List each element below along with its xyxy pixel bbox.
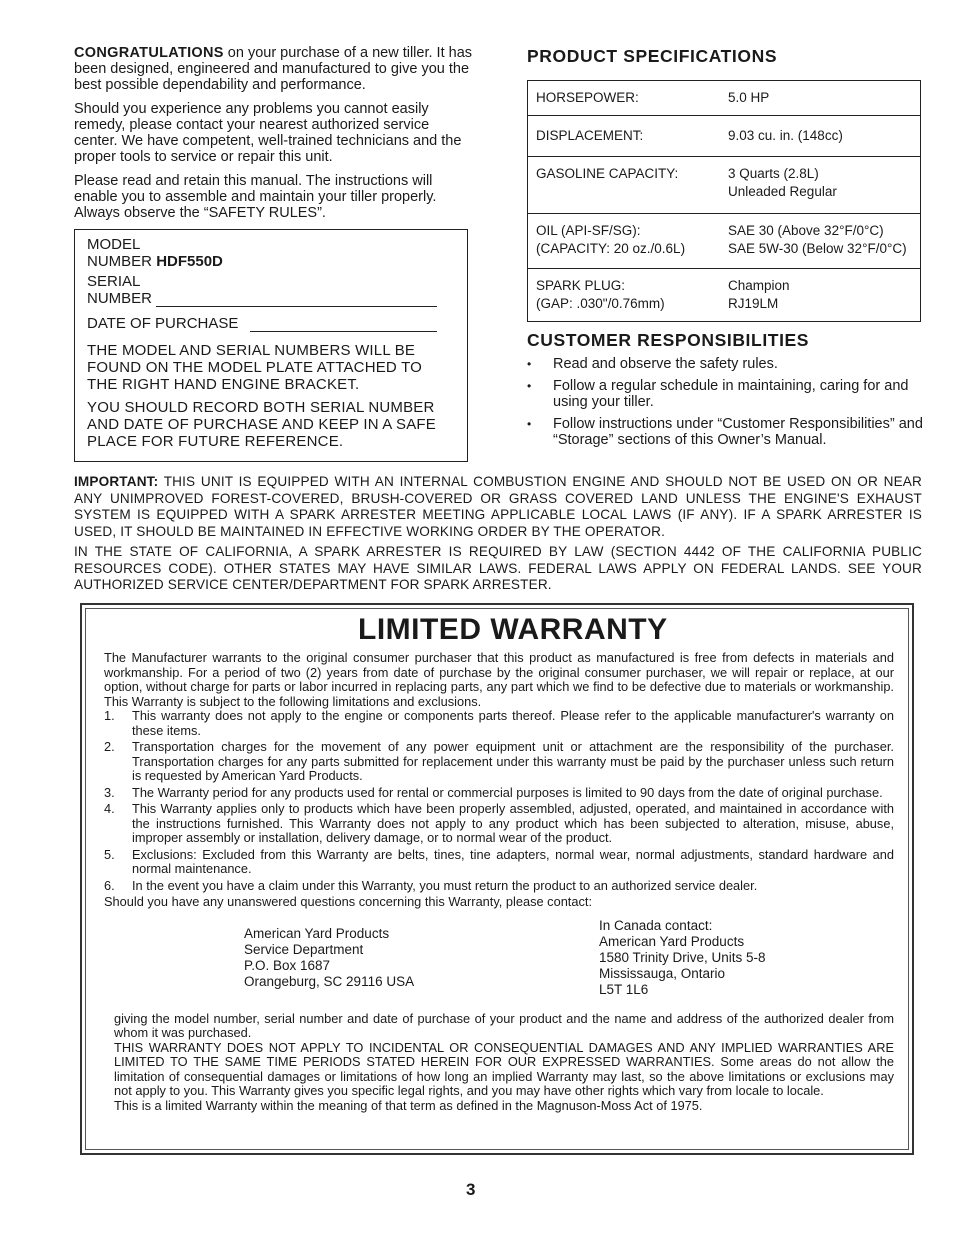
spec-value: [728, 89, 914, 107]
list-item: [527, 356, 925, 372]
item-number: 2.: [104, 739, 115, 754]
specs-title: PRODUCT SPECIFICATIONS: [527, 46, 778, 66]
item-number: 6.: [104, 877, 115, 893]
spec-label-line: DISPLACEMENT:: [536, 128, 644, 143]
spec-row-oil: [528, 214, 920, 269]
address-line: Service Department: [244, 941, 364, 957]
address-line: American Yard Products: [244, 925, 390, 941]
important-paragraph-1: [74, 474, 922, 540]
spec-value: [728, 277, 914, 313]
item-text: This warranty does not apply to the engine or components parts thereof. Please refer to the applicable manufacturer's warranty on these items.: [132, 708, 894, 738]
spec-value-line: Champion: [728, 278, 790, 293]
bullet-icon: •: [527, 357, 532, 371]
address-line: Mississauga, Ontario: [599, 965, 726, 981]
spec-label-line: (CAPACITY: 20 oz./0.6L): [536, 241, 686, 256]
specs-table: [527, 80, 921, 322]
number-label: NUMBER: [87, 253, 153, 270]
model-number-value: HDF550D: [156, 253, 223, 270]
spec-row-displacement: [528, 116, 920, 157]
spec-label: [536, 165, 728, 201]
warranty-item: [104, 740, 894, 784]
item-text: In the event you have a claim under this Warranty, you must return the product to an authorized service dealer.: [132, 877, 758, 893]
serial-label: SERIAL: [87, 273, 141, 290]
item-text: The Warranty period for any products used for rental or commercial purposes is limited to 90 days from the date of original purchase.: [132, 784, 883, 800]
spec-row-gasoline: [528, 157, 920, 214]
warranty-item: [104, 879, 894, 894]
intro-congrats: [74, 45, 474, 93]
spec-value-line: SAE 5W-30 (Below 32°F/0°C): [728, 241, 907, 256]
list-item: [527, 378, 925, 410]
congrats-label: CONGRATULATIONS: [74, 45, 224, 61]
model-number-box: [74, 229, 468, 462]
us-address: [244, 926, 599, 998]
address-line: P.O. Box 1687: [244, 957, 331, 973]
spec-value-line: SAE 30 (Above 32°F/0°C): [728, 223, 884, 238]
spec-label: [536, 89, 728, 107]
address-line: Orangeburg, SC 29116 USA: [244, 973, 415, 989]
item-text: Exclusions: Excluded from this Warranty are belts, tines, tine adapters, normal wear, normal adjustments, standard hardware and normal maintenance.: [132, 846, 894, 876]
list-item-text: Read and observe the safety rules.: [553, 356, 778, 372]
serial-number-blank: [156, 292, 437, 307]
spec-label-line: HORSEPOWER:: [536, 90, 639, 105]
warranty-magnuson-moss: This is a limited Warranty within the meaning of that term as defined in the Magnuson-Moss Act of 1975.: [114, 1097, 703, 1113]
intro-section: [74, 45, 474, 229]
spec-label-line: SPARK PLUG:: [536, 278, 626, 293]
spec-label-line: (GAP: .030"/0.76mm): [536, 296, 665, 311]
important-text: THIS UNIT IS EQUIPPED WITH AN INTERNAL COMBUSTION ENGINE AND SHOULD NOT BE USED ON OR NEAR ANY UNIMPROVED FOREST-COVERED, BRUSH-COVERED OR GRASS COVERED LAND UNLESS THE ENGINE'S EXHAUST SYSTEM IS EQUIPPED WITH A SPARK ARRESTER MEETING APPLICABLE LOCAL LAWS (IF ANY). IF A SPARK ARRESTER IS USED, IT SHOULD BE MAINTAINED IN EFFECTIVE WORKING ORDER BY THE OPERATOR.: [74, 474, 922, 539]
model-plate-note: THE MODEL AND SERIAL NUMBERS WILL BE FOUND ON THE MODEL PLATE ATTACHED TO THE RIGHT HAND ENGINE BRACKET.: [87, 342, 423, 393]
item-text: Transportation charges for the movement of any power equipment unit or attachment are the responsibility of the purchaser. Transportation charges for any parts submitted for replacement under this warranty must be paid by the purchaser unless such return is requested by American Yard Products.: [132, 739, 894, 783]
warranty-item: [104, 848, 894, 877]
bullet-icon: •: [527, 417, 532, 431]
congrats-text: on your purchase of a new tiller. It has been designed, engineered and manufactured to give you the best possible dependability and performance.: [74, 45, 473, 93]
item-number: 1.: [104, 708, 115, 723]
record-note: YOU SHOULD RECORD BOTH SERIAL NUMBER AND DATE OF PURCHASE AND KEEP IN A SAFE PLACE FOR FUTURE REFERENCE.: [87, 399, 436, 450]
warranty-intro: The Manufacturer warrants to the original consumer purchaser that this product as manufactured is free from defects in materials and workmanship. For a period of two (2) years from date of purchase by the original consumer purchaser, we will repair or replace, at our option, without charge for parts or labor incurred in replacing parts, any part which we find to be defective due to materials or workmanship. This Warranty is subject to the following limitations and exclusions.: [104, 650, 894, 709]
address-line: L5T 1L6: [599, 981, 649, 997]
item-text: This Warranty applies only to products which have been properly assembled, adjusted, operated, and maintained in accordance with the instructions furnished. This Warranty does not apply to any product which has been subjected to alteration, misuse, abuse, improper assembly or installation, delivery damage, or to normal wear of the product.: [132, 801, 894, 845]
model-label: MODEL: [87, 236, 141, 253]
contact-addresses: [244, 918, 894, 998]
spec-row-spark-plug: [528, 269, 920, 321]
spec-row-horsepower: [528, 81, 920, 116]
list-item: [527, 416, 925, 448]
warranty-item: [104, 802, 894, 846]
warranty-contact-line: Should you have any unanswered questions concerning this Warranty, please contact:: [104, 894, 592, 909]
page-number: 3: [466, 1180, 476, 1199]
warranty-box: [80, 603, 914, 1155]
spec-value-line: 5.0 HP: [728, 90, 770, 105]
spec-label-line: GASOLINE CAPACITY:: [536, 166, 679, 181]
list-item-text: Follow instructions under “Customer Responsibilities” and “Storage” sections of this Owner’s Manual.: [553, 416, 923, 448]
address-line: American Yard Products: [599, 933, 745, 949]
spec-value: [728, 222, 914, 258]
spec-value-line: RJ19LM: [728, 296, 779, 311]
spec-value-line: Unleaded Regular: [728, 184, 837, 199]
spec-label: [536, 277, 728, 313]
spec-label: [536, 222, 728, 258]
bullet-icon: •: [527, 379, 532, 393]
serial-number-row: [87, 290, 437, 307]
important-notice: [74, 474, 922, 598]
spec-label-line: OIL (API-SF/SG):: [536, 223, 641, 238]
list-item-text: Follow a regular schedule in maintaining, caring for and using your tiller.: [553, 378, 909, 410]
item-number: 3.: [104, 784, 115, 800]
warranty-disclaimer: THIS WARRANTY DOES NOT APPLY TO INCIDENTAL OR CONSEQUENTIAL DAMAGES AND ANY IMPLIED WARRANTIES ARE LIMITED TO THE SAME TIME PERIODS STATED HEREIN FOR OUR EXPRESSED WARRANTIES. Some areas do not allow the limitation of consequential damages or limitations of how long an implied Warranty may last, so the above limitations or exclusions may not apply to you. This Warranty gives you specific legal rights, and you may have other rights which vary from locale to locale.: [114, 1039, 894, 1098]
address-line: 1580 Trinity Drive, Units 5-8: [599, 949, 766, 965]
warranty-item: [104, 786, 894, 801]
model-number-row: [87, 253, 455, 270]
warranty-giving: giving the model number, serial number and date of purchase of your product and the name and address of the authorized dealer from whom it was purchased.: [114, 1010, 894, 1040]
warranty-title: LIMITED WARRANTY: [358, 613, 668, 646]
spec-value: [728, 165, 914, 201]
important-label: IMPORTANT:: [74, 474, 159, 489]
intro-paragraph-3: Please read and retain this manual. The instructions will enable you to assemble and maintain your tiller properly. Always observe the “SAFETY RULES”.: [74, 173, 437, 221]
serial-number-label: NUMBER: [87, 290, 153, 307]
warranty-item: [104, 709, 894, 738]
customer-responsibilities-list: [527, 356, 925, 454]
date-of-purchase-row: [87, 315, 437, 332]
item-number: 5.: [104, 846, 115, 862]
item-number: 4.: [104, 801, 115, 816]
intro-paragraph-2: Should you experience any problems you cannot easily remedy, please contact your nearest authorized service center. We have competent, well-trained technicians and the proper tools to service or repair this unit.: [74, 101, 462, 165]
canada-address: [599, 918, 859, 998]
spec-value: [728, 127, 914, 145]
customer-responsibilities-title: CUSTOMER RESPONSIBILITIES: [527, 330, 810, 350]
address-line: In Canada contact:: [599, 917, 713, 933]
important-paragraph-2: IN THE STATE OF CALIFORNIA, A SPARK ARRESTER IS REQUIRED BY LAW (SECTION 4442 OF THE CALIFORNIA PUBLIC RESOURCES CODE). OTHER STATES MAY HAVE SIMILAR LAWS. FEDERAL LAWS APPLY ON FEDERAL LANDS. SEE YOUR AUTHORIZED SERVICE CENTER/DEPARTMENT FOR SPARK ARRESTER.: [74, 544, 922, 592]
spec-value-line: 3 Quarts (2.8L): [728, 166, 819, 181]
date-of-purchase-blank: [250, 317, 437, 332]
spec-value-line: 9.03 cu. in. (148cc): [728, 128, 843, 143]
date-of-purchase-label: DATE OF PURCHASE: [87, 315, 239, 332]
warranty-content: [85, 608, 909, 1150]
spec-label: [536, 127, 728, 145]
